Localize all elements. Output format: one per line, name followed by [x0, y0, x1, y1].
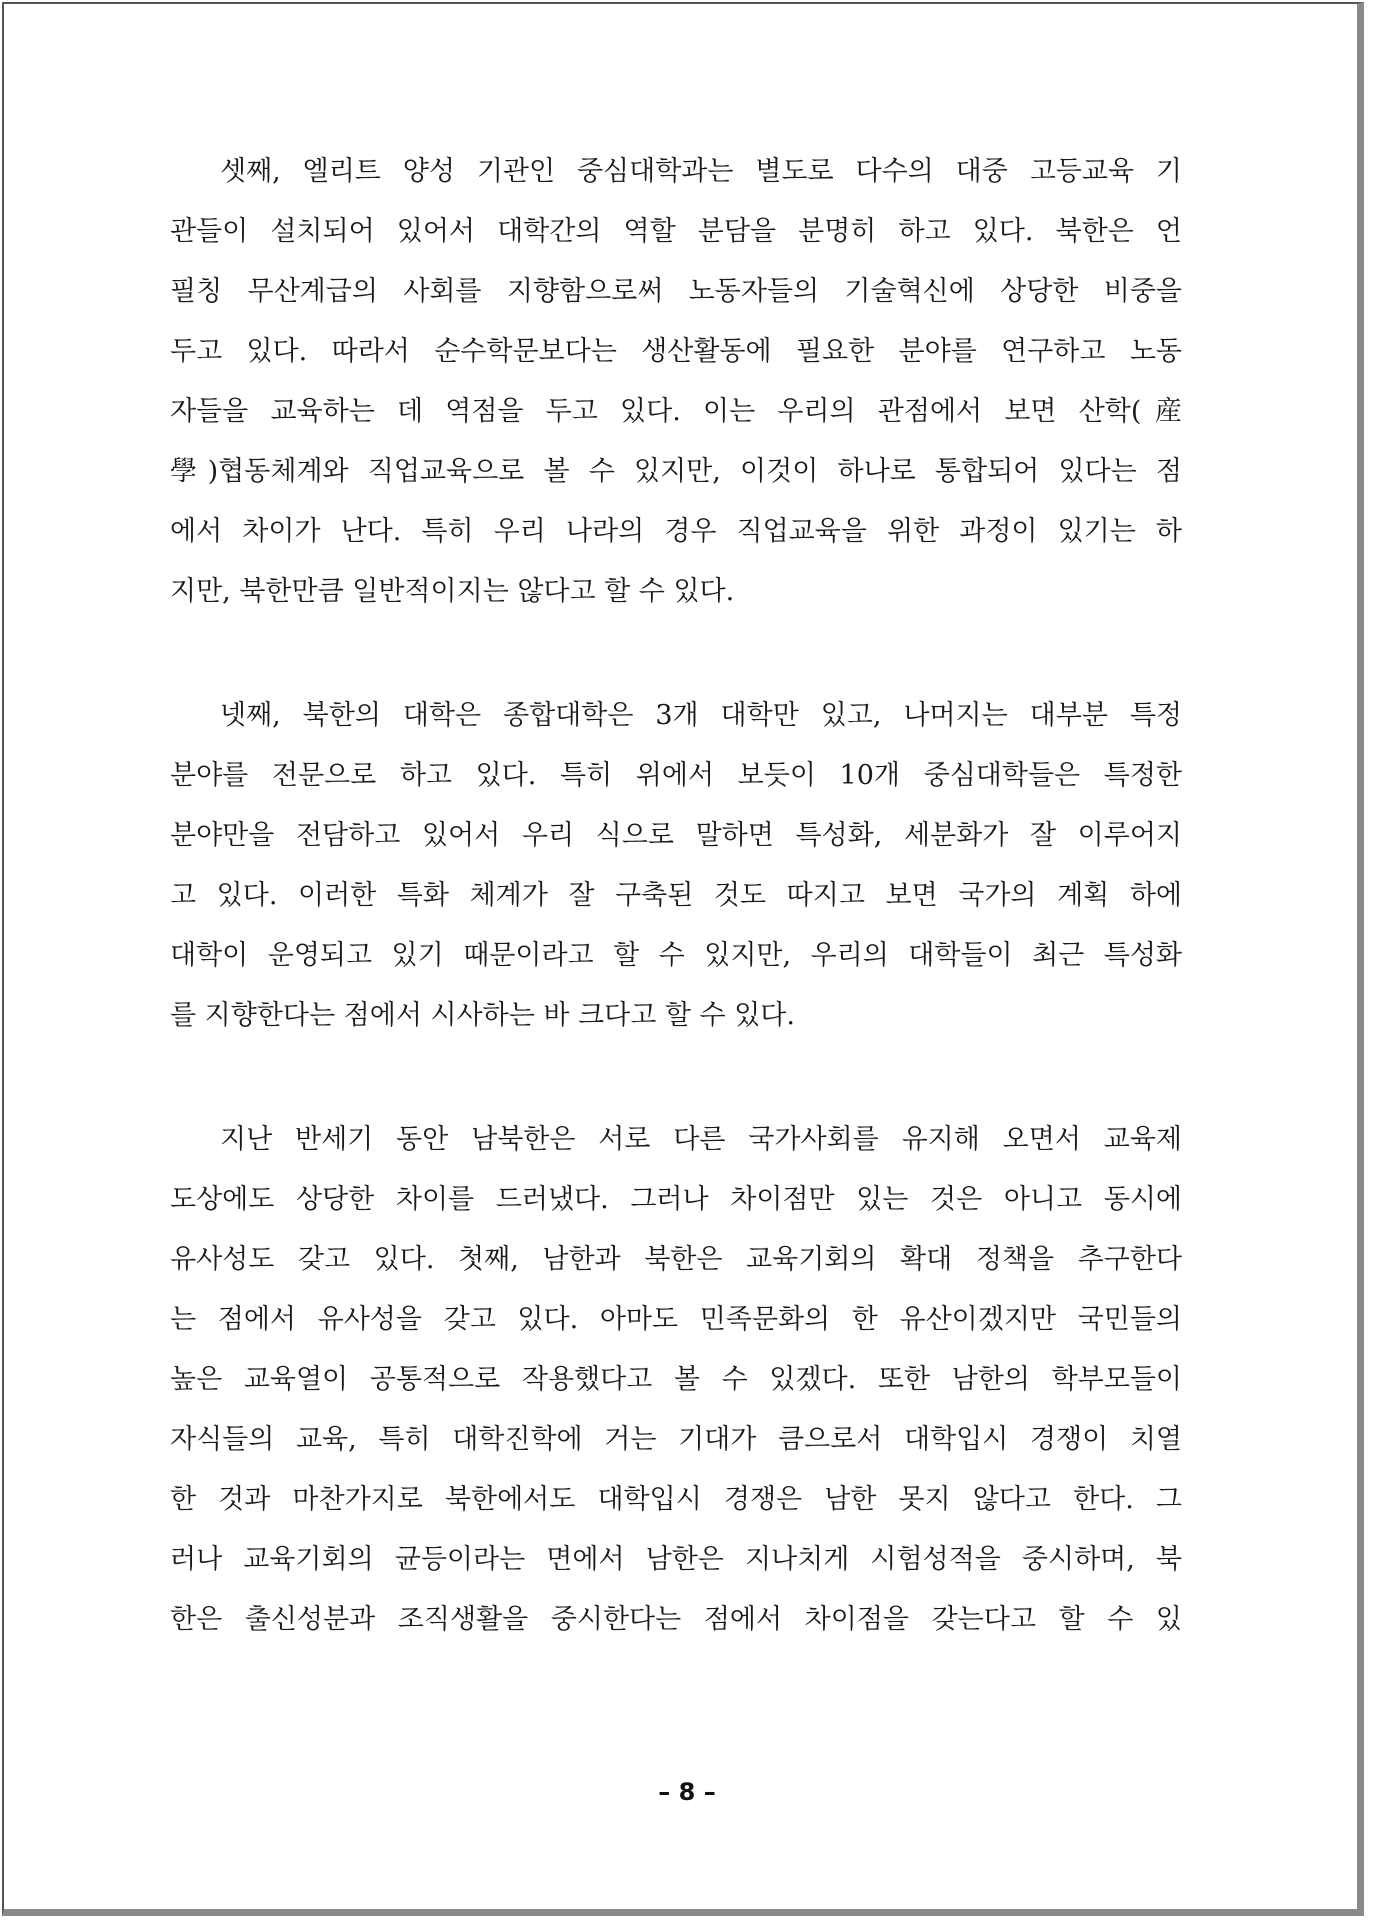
text-line: 자식들의 교육, 특히 대학진학에 거는 기대가 큼으로서 대학입시 경쟁이 치열: [170, 1424, 1182, 1455]
text-line: 에서 차이가 난다. 특히 우리 나라의 경우 직업교육을 위한 과정이 있기는 하: [170, 516, 1182, 547]
text-line: 관들이 설치되어 있어서 대학간의 역할 분담을 분명히 하고 있다. 북한은 언: [170, 216, 1182, 247]
text-line: 한 것과 마찬가지로 북한에서도 대학입시 경쟁은 남한 못지 않다고 한다. 그: [170, 1484, 1182, 1515]
text-line: 대학이 운영되고 있기 때문이라고 할 수 있지만, 우리의 대학들이 최근 특성화: [170, 940, 1182, 971]
text-line: 분야를 전문으로 하고 있다. 특히 위에서 보듯이 10개 중심대학들은 특정한: [170, 760, 1182, 791]
text-line: 넷째, 북한의 대학은 종합대학은 3개 대학만 있고, 나머지는 대부분 특정: [220, 700, 1182, 731]
paragraph-spacer: [170, 1046, 1182, 1110]
paragraph-1: [170, 142, 1182, 622]
text-line: 는 점에서 유사성을 갖고 있다. 아마도 민족문화의 한 유산이겠지만 국민들의: [170, 1304, 1182, 1335]
text-line: 도상에도 상당한 차이를 드러냈다. 그러나 차이점만 있는 것은 아니고 동시에: [170, 1184, 1182, 1215]
text-line: 높은 교육열이 공통적으로 작용했다고 볼 수 있겠다. 또한 남한의 학부모들이: [170, 1364, 1182, 1395]
text-line: 러나 교육기회의 균등이라는 면에서 남한은 지나치게 시험성적을 중시하며, 북: [170, 1544, 1182, 1575]
text-line: 지만, 북한만큼 일반적이지는 않다고 할 수 있다.: [170, 576, 735, 607]
text-line: 한은 출신성분과 조직생활을 중시한다는 점에서 차이점을 갖는다고 할 수 있: [170, 1604, 1182, 1635]
text-line: 두고 있다. 따라서 순수학문보다는 생산활동에 필요한 분야를 연구하고 노동: [170, 336, 1182, 367]
paragraph-2: [170, 686, 1182, 1046]
text-line: 學)협동체계와 직업교육으로 볼 수 있지만, 이것이 하나로 통합되어 있다는 점: [170, 456, 1182, 487]
document-body: [170, 142, 1182, 1650]
page-number: – 8 –: [658, 1778, 716, 1806]
text-line: 필칭 무산계급의 사회를 지향함으로써 노동자들의 기술혁신에 상당한 비중을: [170, 276, 1182, 307]
text-line: 자들을 교육하는 데 역점을 두고 있다. 이는 우리의 관점에서 보면 산학(産: [170, 396, 1182, 427]
text-line: 셋째, 엘리트 양성 기관인 중심대학과는 별도로 다수의 대중 고등교육 기: [220, 156, 1182, 187]
paragraph-spacer: [170, 622, 1182, 686]
text-line: 고 있다. 이러한 특화 체계가 잘 구축된 것도 따지고 보면 국가의 계획 하에: [170, 880, 1182, 911]
text-line: 지난 반세기 동안 남북한은 서로 다른 국가사회를 유지해 오면서 교육제: [220, 1124, 1182, 1155]
paragraph-3: [170, 1110, 1182, 1650]
text-line: 분야만을 전담하고 있어서 우리 식으로 말하면 특성화, 세분화가 잘 이루어지: [170, 820, 1182, 851]
text-line: 를 지향한다는 점에서 시사하는 바 크다고 할 수 있다.: [170, 1000, 795, 1031]
text-line: 유사성도 갖고 있다. 첫째, 남한과 북한은 교육기회의 확대 정책을 추구한다: [170, 1244, 1182, 1275]
